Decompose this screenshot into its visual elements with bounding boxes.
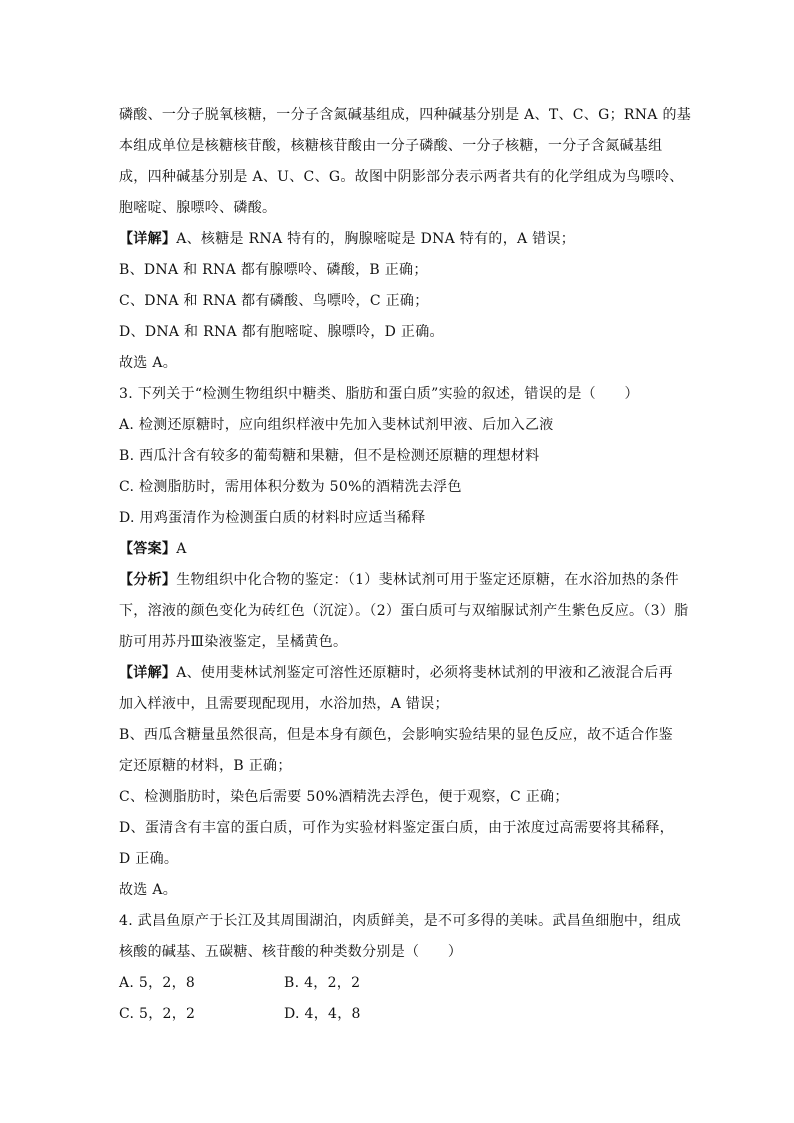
question-stem: 3. 下列关于“检测生物组织中糖类、脂肪和蛋白质”实验的叙述，错误的是（ ） [119,386,639,402]
detail-text: A、使用斐林试剂鉴定可溶性还原糖时，必须将斐林试剂的甲液和乙液混合后再 [176,665,673,681]
answer-tag: 【答案】 [119,541,177,557]
detail-line: C、DNA 和 RNA 都有磷酸、鸟嘌呤，C 正确； [119,293,429,309]
answer-line [119,534,679,565]
options-row [119,999,679,1030]
text-line: 磷酸、一分子脱氧核糖，一分子含氮碱基组成，四种碱基分别是 A、T、C、G；RNA 的基 [119,107,692,123]
answer-value: A [176,541,187,557]
conclusion-line: 故选 A。 [119,355,178,371]
analysis-text: 生物组织中化合物的鉴定：（1）斐林试剂可用于鉴定还原糖，在水浴加热的条件 [176,572,679,588]
detail-text: A、核糖是 RNA 特有的，胸腺嘧啶是 DNA 特有的，A 错误； [176,231,576,247]
detail-line [119,224,679,255]
option-a: A. 5，2，8 [119,975,196,991]
question-stem: 4. 武昌鱼原产于长江及其周围湖泊，肉质鲜美，是不可多得的美味。武昌鱼细胞中，组成 [119,913,682,929]
detail-line: D、蛋清含有丰富的蛋白质，可作为实验材料鉴定蛋白质，由于浓度过高需要将其稀释， [119,820,674,836]
detail-line: C、检测脂肪时，染色后需要 50%酒精洗去浮色，便于观察，C 正确； [119,789,569,805]
detail-line: D 正确。 [119,851,179,867]
document-page [119,100,692,1030]
question-stem: 核酸的碱基、五碳糖、核苷酸的种类数分别是（ ） [119,944,463,960]
text-line: 成，四种碱基分别是 A、U、C、G。故图中阴影部分表示两者共有的化学组成为鸟嘌呤、 [119,169,684,185]
detail-line: 定还原糖的材料，B 正确； [119,758,292,774]
detail-tag: 【详解】 [119,231,177,247]
option-c: C. 5，2，2 [119,1006,196,1022]
analysis-tag: 【分析】 [119,572,177,588]
text-line: 胞嘧啶、腺嘌呤、磷酸。 [119,200,277,216]
analysis-line: 肪可用苏丹Ⅲ染液鉴定，呈橘黄色。 [119,634,348,650]
option-d: D. 4，4，8 [284,1006,361,1022]
detail-line [119,658,679,689]
detail-line: B、DNA 和 RNA 都有腺嘌呤、磷酸，B 正确； [119,262,428,278]
analysis-line [119,565,679,596]
text-line: 本组成单位是核糖核苷酸，核糖核苷酸由一分子磷酸、一分子核糖，一分子含氮碱基组 [119,138,663,154]
conclusion-line: 故选 A。 [119,882,178,898]
option-b: B. 西瓜汁含有较多的葡萄糖和果糖，但不是检测还原糖的理想材料 [119,448,540,464]
option-d: D. 用鸡蛋清作为检测蛋白质的材料时应适当稀释 [119,510,426,526]
option-c: C. 检测脂肪时，需用体积分数为 50%的酒精洗去浮色 [119,479,462,495]
option-b: B. 4，2，2 [284,975,361,991]
detail-line: B、西瓜含糖量虽然很高，但是本身有颜色，会影响实验结果的显色反应，故不适合作鉴 [119,727,673,743]
detail-line: D、DNA 和 RNA 都有胞嘧啶、腺嘌呤，D 正确。 [119,324,444,340]
option-a: A. 检测还原糖时，应向组织样液中先加入斐林试剂甲液、后加入乙液 [119,417,554,433]
detail-tag: 【详解】 [119,665,177,681]
options-row [119,968,679,999]
detail-line: 加入样液中，且需要现配现用，水浴加热，A 错误； [119,696,449,712]
analysis-line: 下，溶液的颜色变化为砖红色（沉淀）。（2）蛋白质可与双缩脲试剂产生紫色反应。（3）脂 [119,603,689,619]
